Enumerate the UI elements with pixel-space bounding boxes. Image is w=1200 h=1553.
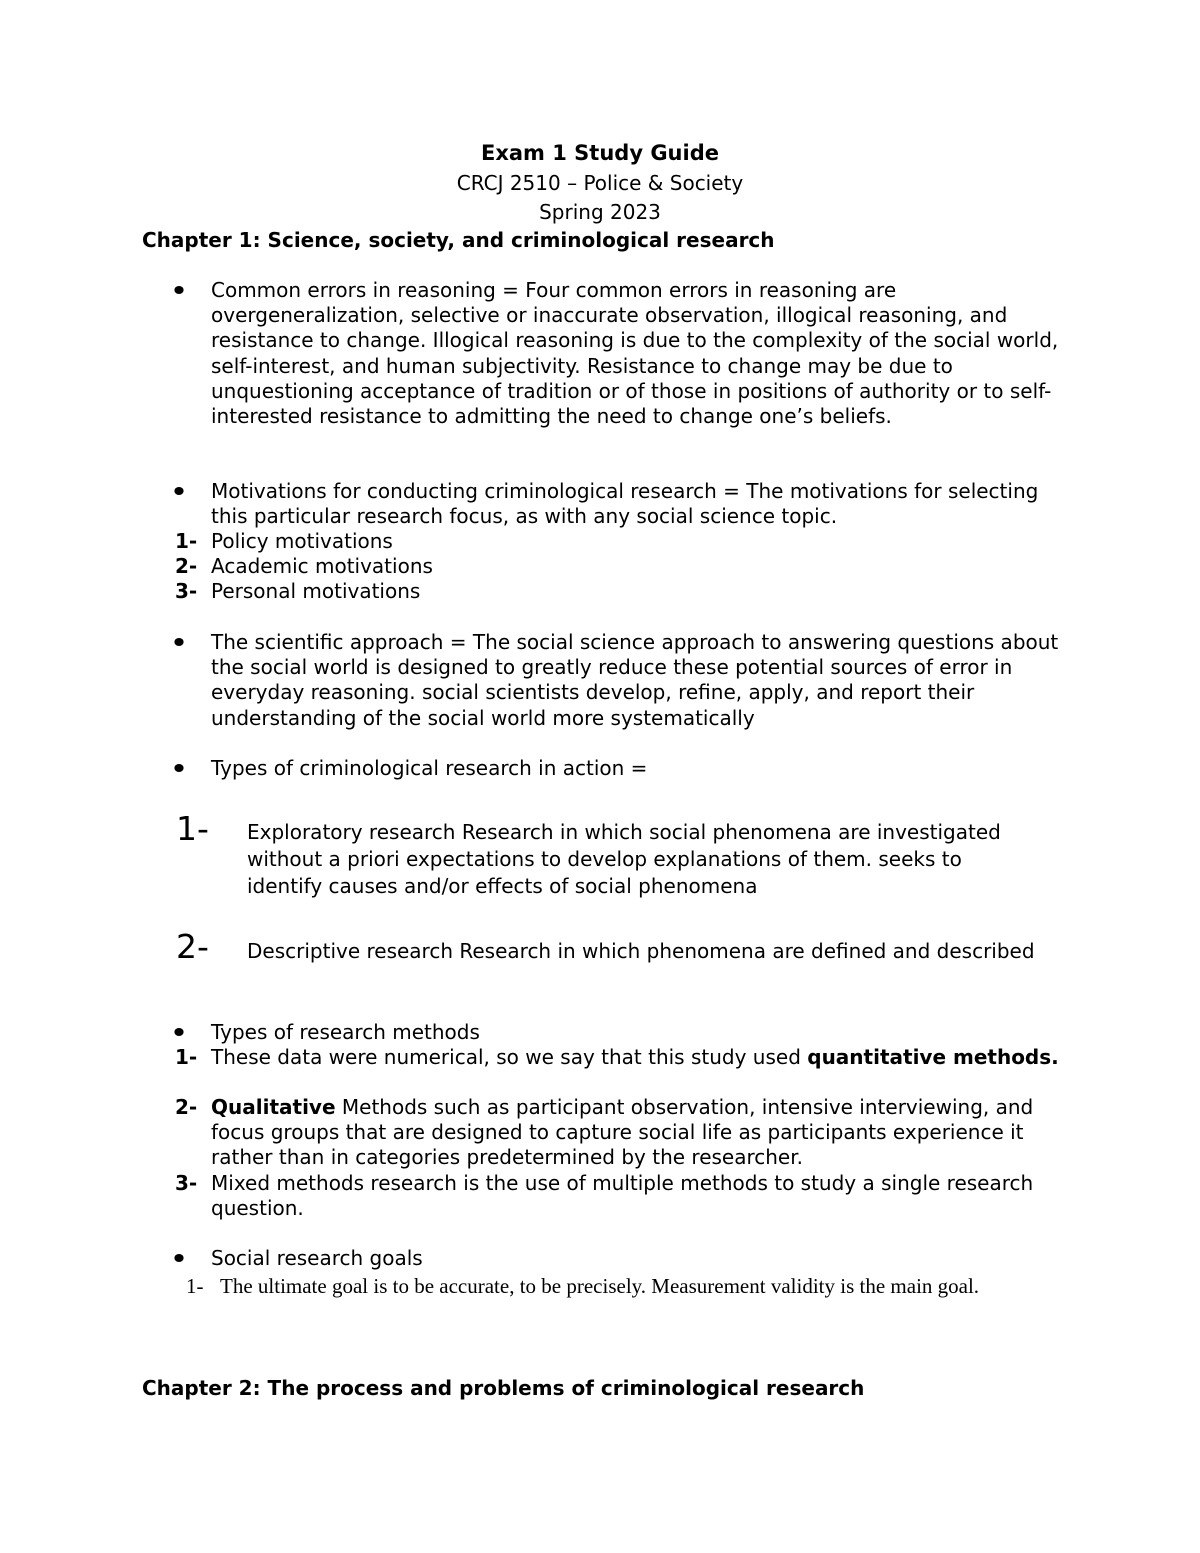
list-number: 1-: [186, 1274, 204, 1298]
list-number: 2-: [176, 927, 209, 966]
chapter-2-heading: Chapter 2: The process and problems of criminological research: [142, 1376, 865, 1400]
list-number: 1-: [176, 809, 209, 848]
item-bold-text: Qualitative: [211, 1095, 336, 1119]
motivations-paragraph: Motivations for conducting criminological research = The motivations for selecting this particular research focus, as with any social science topic.: [211, 479, 1039, 529]
types-action-paragraph: Types of criminological research in action =: [211, 756, 648, 780]
qualitative-item: [211, 1095, 1071, 1171]
list-item: Personal motivations: [211, 579, 421, 603]
quantitative-item: [211, 1045, 1071, 1070]
bullet-icon: [174, 1254, 183, 1262]
item-text: Methods such as participant observation, intensive interviewing, and focus groups that are designed to capture social life as participants experience it rather than in categories predetermined by the researcher.: [211, 1095, 1034, 1170]
list-number: 2-: [175, 554, 198, 578]
item-text: These data were numerical, so we say that this study used: [211, 1045, 808, 1069]
descriptive-item: Descriptive research Research in which phenomena are defined and described: [247, 939, 1035, 963]
scientific-paragraph: The scientific approach = The social science approach to answering questions about the social world is designed to greatly reduce these potential sources of error in everyday reasoning. social scientists develop, refine, apply, and report their understanding of the social world more systematically: [211, 630, 1059, 730]
list-item: Policy motivations: [211, 529, 393, 553]
document-title: Exam 1 Study Guide: [481, 141, 719, 165]
goals-item: The ultimate goal is to be accurate, to be precisely. Measurement validity is the main goal.: [220, 1274, 980, 1298]
term: Spring 2023: [539, 200, 661, 224]
exploratory-item: Exploratory research Research in which social phenomena are investigated without a priori expectations to develop explanations of them. seeks to identify causes and/or effects of social phenomena: [247, 820, 1001, 898]
item-bold-text: quantitative methods.: [807, 1045, 1059, 1069]
mixed-methods-item: Mixed methods research is the use of multiple methods to study a single research question.: [211, 1171, 1034, 1221]
list-number: 3-: [175, 579, 198, 603]
bullet-icon: [174, 638, 183, 646]
errors-paragraph: Common errors in reasoning = Four common errors in reasoning are overgeneralization, selective or inaccurate observation, illogical reasoning, and resistance to change. Illogical reasoning is due to the complexity of the social world, self-interest, and human subjectivity. Resistance to change may be due to unquestioning acceptance of tradition or of those in positions of authority or to self- interested resistance to admitting the need to change one’s beliefs.: [211, 278, 1059, 429]
chapter-1-heading: Chapter 1: Science, society, and criminological research: [142, 228, 775, 252]
list-number: 1-: [175, 529, 198, 553]
bullet-icon: [174, 1028, 183, 1036]
goals-heading: Social research goals: [211, 1246, 423, 1270]
list-number: 2-: [175, 1095, 198, 1119]
bullet-icon: [174, 286, 183, 294]
course-name: CRCJ 2510 – Police & Society: [456, 171, 744, 195]
bullet-icon: [174, 764, 183, 772]
methods-heading: Types of research methods: [211, 1020, 480, 1044]
list-item: Academic motivations: [211, 554, 433, 578]
list-number: 3-: [175, 1171, 198, 1195]
list-number: 1-: [175, 1045, 198, 1069]
bullet-icon: [174, 487, 183, 495]
